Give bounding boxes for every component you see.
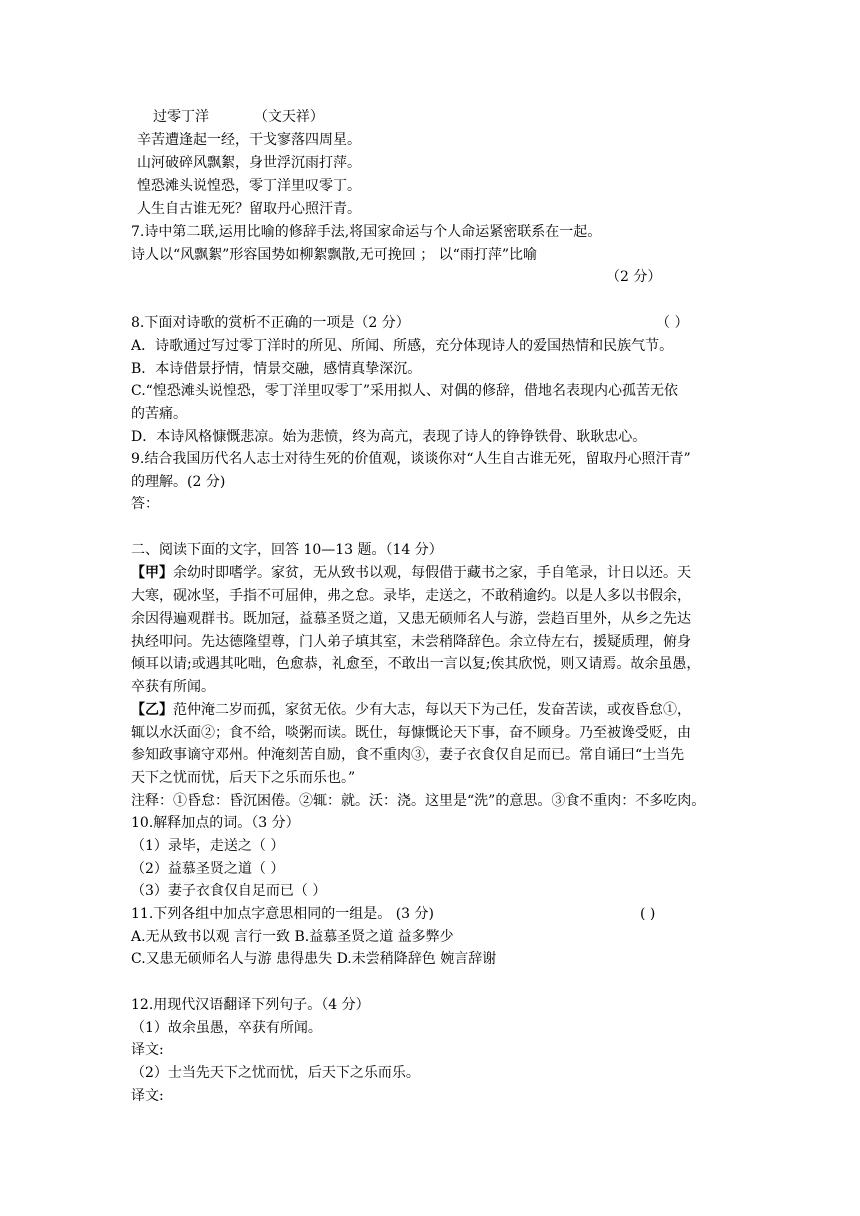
passage-jia-line: 余因得遍观群书。既加冠，益慕圣贤之道，又患无硕师名人与游，尝趋百里外，从乡之先达 <box>131 611 691 627</box>
q7-score: （2 分） <box>606 269 662 285</box>
q12-sentence-1: （1）故余虽愚，卒获有所闻。 <box>131 1020 322 1036</box>
poem-author: （文天祥） <box>253 109 324 125</box>
passage-yi-line: 辄以水沃面②；食不给，啖粥而读。既仕，每慷慨论天下事，奋不顾身。乃至被谗受贬，由 <box>131 725 691 741</box>
q11-stem: 11.下列各组中加点字意思相同的一组是。 (3 分) <box>131 906 434 922</box>
poem-line: 山河破碎风飘絮，身世浮沉雨打萍。 <box>137 155 361 171</box>
q11-options-row: A.无从致书以观 言行一致 B.益慕圣贤之道 益多弊少 <box>131 929 454 945</box>
q7-stem-cont: 诗人以“风飘絮”形容国势如柳絮飘散,无可挽回 ； 以“雨打萍”比喻 <box>131 247 537 263</box>
passage-jia-line: 倾耳以请;或遇其叱咄，色愈恭，礼愈至，不敢出一言以复;俟其欣悦，则又请焉。故余虽愚， <box>131 656 701 672</box>
passage-yi-line: 天下之忧而忧，后天下之乐而乐也。” <box>131 770 356 786</box>
q12-translation-label-2: 译文: <box>131 1088 164 1104</box>
poem-line: 惶恐滩头说惶恐，零丁洋里叹零丁。 <box>137 178 361 194</box>
passage-jia-tag: 【甲】 <box>131 565 173 581</box>
passage-jia-line: 大寒，砚冰坚，手指不可屈伸，弗之怠。录毕，走送之，不敢稍逾约。以是人多以书假余， <box>131 588 691 604</box>
passage-jia-line: 执经叩问。先达德隆望尊，门人弟子填其室，未尝稍降辞色。余立侍左右，援疑质理，俯身 <box>131 634 691 650</box>
poem-line: 人生自古谁无死？留取丹心照汗青。 <box>137 201 361 217</box>
passage-jia-text: 余幼时即嗜学。家贫，无从致书以观，每假借于藏书之家，手自笔录，计日以还。天 <box>173 565 691 581</box>
q8-stem: 8.下面对诗歌的赏析不正确的一项是（2 分） <box>131 315 410 331</box>
passage-yi-line <box>131 701 691 719</box>
annotation-note: 注释：①昏怠：昏沉困倦。②辄：就。沃：浇。这里是“洗”的意思。③食不重肉：不多吃肉。 <box>131 793 706 809</box>
poem-title-line <box>153 108 324 126</box>
q9-stem-cont: 的理解。(2 分) <box>131 474 226 490</box>
q11-answer-paren[interactable]: ( ) <box>640 906 656 922</box>
q10-stem: 10.解释加点的词。（3 分） <box>131 815 300 831</box>
q10-item[interactable]: （2）益慕圣贤之道（ ） <box>131 861 285 877</box>
q10-item[interactable]: （3）妻子衣食仅自足而已（ ） <box>131 883 327 899</box>
passage-yi-tag: 【乙】 <box>131 702 173 718</box>
q8-option-c: C.“惶恐滩头说惶恐，零丁洋里叹零丁”采用拟人、对偶的修辞，借地名表现内心孤苦无依 <box>131 383 678 399</box>
q12-sentence-2: （2）士当先天下之忧而忧，后天下之乐而乐。 <box>131 1065 420 1081</box>
q12-stem: 12.用现代汉语翻译下列句子。（4 分） <box>131 997 370 1013</box>
q8-answer-paren[interactable]: （ ） <box>656 315 689 331</box>
passage-yi-line: 参知政事谪守邓州。仲淹刻苦自励，食不重肉③，妻子衣食仅自足而已。常自诵曰“士当先 <box>131 747 685 763</box>
passage-yi-text: 范仲淹二岁而孤，家贫无依。少有大志，每以天下为己任，发奋苦读，或夜昏怠①， <box>173 702 691 718</box>
q8-option-b: B．本诗借景抒情，情景交融，感情真挚深沉。 <box>131 361 422 377</box>
q11-options-row: C.又患无硕师名人与游 患得患失 D.未尝稍降辞色 婉言辞谢 <box>131 951 497 967</box>
q10-item[interactable]: （1）录毕，走送之（ ） <box>131 838 285 854</box>
passage-jia-line: 卒获有所闻。 <box>131 679 215 695</box>
q12-translation-label-1: 译文: <box>131 1042 164 1058</box>
q9-stem: 9.结合我国历代名人志士对待生死的价值观，谈谈你对“人生自古谁无死，留取丹心照汗青” <box>131 451 691 467</box>
passage-jia-line <box>131 564 691 582</box>
q9-answer-label: 答： <box>131 496 159 512</box>
q8-option-a: A．诗歌通过写过零丁洋时的所见、所闻、所感，充分体现诗人的爱国热情和民族气节。 <box>131 338 674 354</box>
poem-title: 过零丁洋 <box>153 109 209 125</box>
q8-option-c-cont: 的苦痛。 <box>131 406 187 422</box>
poem-line: 辛苦遭逢起一经，干戈寥落四周星。 <box>137 132 361 148</box>
q7-stem: 7.诗中第二联,运用比喻的修辞手法,将国家命运与个人命运紧密联系在一起。 <box>131 224 602 240</box>
section2-heading: 二、阅读下面的文字，回答 10—13 题。（14 分） <box>131 542 443 558</box>
q8-option-d: D．本诗风格慷慨悲凉。始为悲愤，终为高亢，表现了诗人的铮铮铁骨、耿耿忠心。 <box>131 429 647 445</box>
